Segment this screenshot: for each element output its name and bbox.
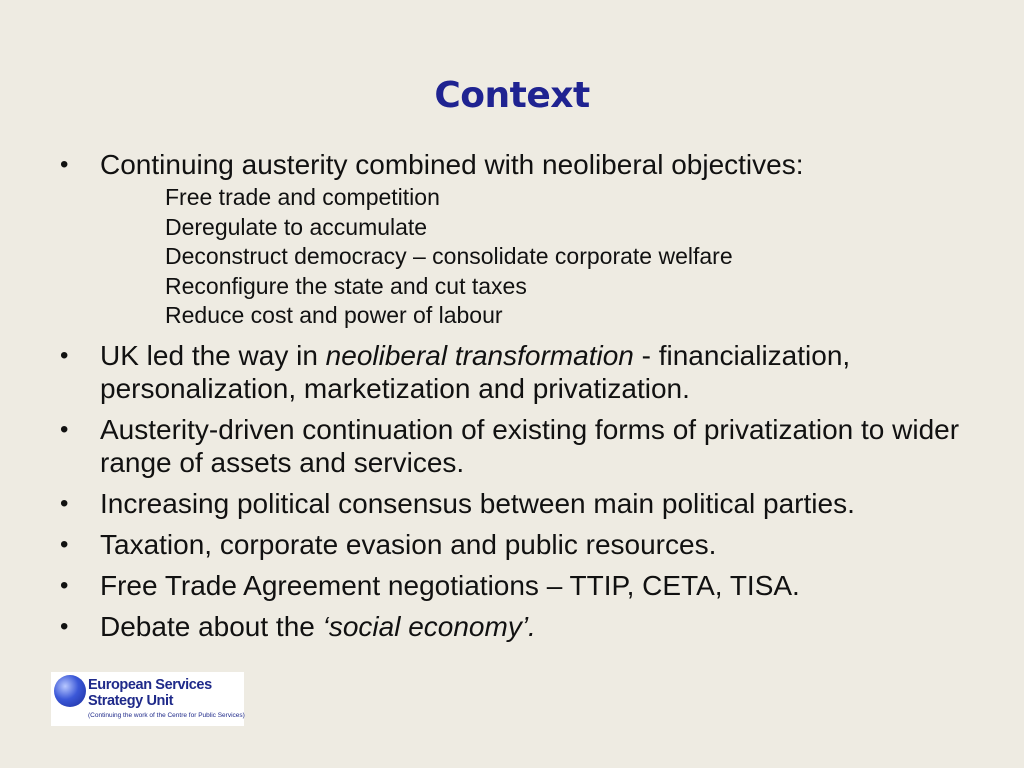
bullet-item xyxy=(56,339,976,405)
bullet-emphasis: neoliberal transformation xyxy=(325,339,634,371)
bullet-marker: • xyxy=(60,415,69,443)
sub-item: Deregulate to accumulate xyxy=(165,213,428,240)
bullet-text-before: UK led the way in xyxy=(100,339,326,371)
sub-item: Reduce cost and power of labour xyxy=(165,302,503,328)
logo-tagline: (Continuing the work of the Centre for Public Services) xyxy=(88,712,245,719)
bullet-item xyxy=(56,569,976,602)
bullet-text: Free Trade Agreement negotiations – TTIP, CETA, TISA. xyxy=(100,569,800,601)
bullet-text: Taxation, corporate evasion and public resources. xyxy=(100,528,717,560)
globe-icon xyxy=(54,675,86,707)
bullet-item xyxy=(56,487,976,520)
logo-line-2: Strategy Unit xyxy=(88,693,174,709)
bullet-marker: • xyxy=(60,612,69,640)
bullet-marker: • xyxy=(60,571,69,599)
bullet-marker: • xyxy=(60,530,69,558)
bullet-emphasis: ‘social economy’. xyxy=(322,610,536,642)
bullet-text: Increasing political consensus between main political parties. xyxy=(100,487,855,519)
bullet-marker: • xyxy=(60,151,69,178)
bullet-marker: • xyxy=(60,489,69,517)
bullet-list xyxy=(56,148,976,651)
bullet-item xyxy=(56,528,976,561)
bullet-item xyxy=(56,148,976,331)
bullet-text: Continuing austerity combined with neoliberal objectives: xyxy=(100,149,804,180)
bullet-text-before: Debate about the xyxy=(100,610,323,642)
bullet-item xyxy=(56,610,976,643)
sub-list xyxy=(100,183,976,331)
bullet-item xyxy=(56,413,976,479)
sub-item: Reconfigure the state and cut taxes xyxy=(165,272,527,299)
sub-item: Deconstruct democracy – consolidate corporate welfare xyxy=(165,243,733,269)
bullet-text: Austerity-driven continuation of existing forms of privatization to wider range of assets and services. xyxy=(100,413,960,478)
bullet-text-after: - financialization, personalization, marketization and privatization. xyxy=(100,339,851,404)
sub-item: Free trade and competition xyxy=(165,184,440,210)
bullet-marker: • xyxy=(60,341,69,369)
logo-line-1: European Services xyxy=(88,677,212,693)
slide-title: Context xyxy=(434,75,590,116)
esu-logo xyxy=(51,672,244,726)
